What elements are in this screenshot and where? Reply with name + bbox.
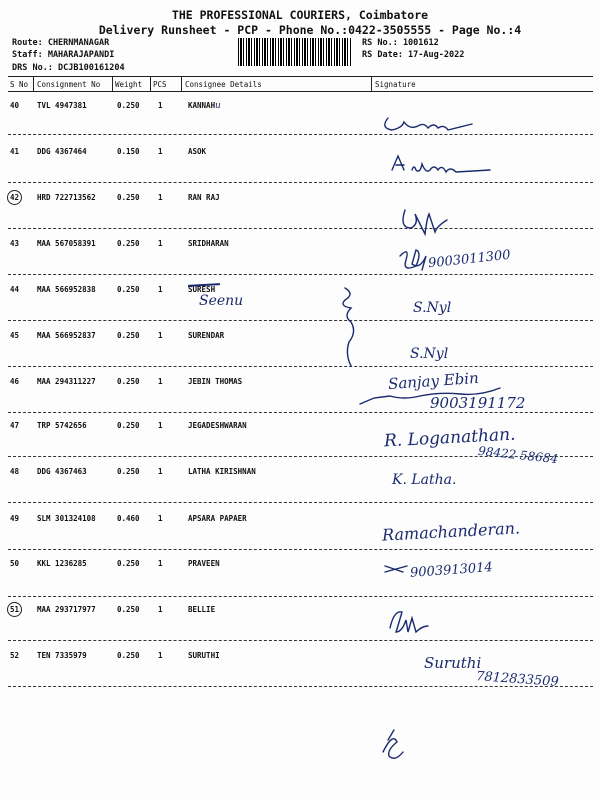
handwritten-phone: 9003011300 — [427, 247, 512, 272]
signature-scribble — [392, 156, 490, 172]
row-sno: 43 — [10, 239, 20, 248]
row-sno: 44 — [10, 285, 20, 294]
handwritten-signature-initial: Suruthi — [424, 654, 482, 672]
handwritten-phone: 9003191172 — [430, 394, 526, 412]
col-consignment: Consignment No — [37, 80, 101, 89]
row-sno: 52 — [10, 651, 20, 660]
col-pcs: PCS — [153, 80, 167, 89]
row-pcs: 1 — [158, 605, 163, 614]
row-consignment: TRP 5742656 — [37, 421, 87, 430]
row-weight: 0.250 — [117, 101, 140, 110]
signature-scribble — [385, 118, 472, 130]
header-bottom-border — [8, 91, 593, 92]
handwritten-signature: K. Latha. — [392, 472, 457, 488]
row-sno: 48 — [10, 467, 20, 476]
row-divider — [8, 228, 593, 229]
row-weight: 0.250 — [117, 285, 140, 294]
row-divider — [8, 134, 593, 135]
row-consignment: SLM 301324108 — [37, 514, 96, 523]
row-consignment: KKL 1236285 — [37, 559, 87, 568]
handwritten-signature: R. Loganathan. — [383, 424, 516, 452]
row-pcs: 1 — [158, 147, 163, 156]
row-consignment: HRD 722713562 — [37, 193, 96, 202]
runsheet-title: Delivery Runsheet - PCP - Phone No.:0422-3505555 - Page No.:4 — [98, 23, 522, 37]
col-divider — [371, 77, 372, 91]
row-divider — [8, 549, 593, 550]
row-sno: 45 — [10, 331, 20, 340]
row-consignee: ASOK — [188, 147, 207, 156]
row-consignee: SRIDHARAN — [188, 239, 229, 248]
signature-scribble — [390, 612, 428, 632]
row-pcs: 1 — [158, 377, 163, 386]
signature-scribble — [383, 730, 403, 758]
row-consignee: KANNAH — [188, 101, 216, 110]
handwritten-signature: S.Nyl — [413, 300, 452, 316]
col-divider — [181, 77, 182, 91]
handwritten-name: Seenu — [199, 293, 244, 309]
row-pcs: 1 — [158, 193, 163, 202]
row-consignment: MAA 293717977 — [37, 605, 96, 614]
row-divider — [8, 640, 593, 641]
row-weight: 0.250 — [117, 605, 140, 614]
row-divider — [8, 320, 593, 321]
row-pcs: 1 — [158, 101, 163, 110]
row-consignment: MAA 566952838 — [37, 285, 96, 294]
handwritten-signature: S.Nyl — [410, 346, 449, 362]
row-weight: 0.250 — [117, 331, 140, 340]
row-pcs: 1 — [158, 514, 163, 523]
row-divider — [8, 596, 593, 597]
row-sno: 50 — [10, 559, 20, 568]
row-consignee: SURUTHI — [188, 651, 220, 660]
consignee-suffix: u — [215, 101, 221, 111]
route-label: Route: CHERNMANAGAR — [12, 38, 110, 48]
row-sno: 42 — [10, 193, 20, 202]
row-weight: 0.250 — [117, 193, 140, 202]
row-consignment: MAA 567058391 — [37, 239, 96, 248]
signature-scribble — [403, 210, 447, 234]
handwritten-phone: 7812833509 — [475, 669, 560, 690]
col-divider — [33, 77, 34, 91]
handwritten-phone: 98422 58684 — [477, 443, 559, 467]
row-consignee: JEGADESHWARAN — [188, 421, 247, 430]
row-sno: 49 — [10, 514, 20, 523]
rs-date: RS Date: 17-Aug-2022 — [362, 50, 465, 60]
row-consignment: MAA 294311227 — [37, 377, 96, 386]
row-pcs: 1 — [158, 651, 163, 660]
row-consignment: TVL 4947381 — [37, 101, 87, 110]
row-pcs: 1 — [158, 559, 163, 568]
row-divider — [8, 502, 593, 503]
row-weight: 0.460 — [117, 514, 140, 523]
col-sno: S No — [10, 80, 29, 89]
col-weight: Weight — [115, 80, 143, 89]
col-divider — [112, 77, 113, 91]
row-pcs: 1 — [158, 239, 163, 248]
staff-label: Staff: MAHARAJAPANDI — [12, 50, 115, 60]
row-sno: 51 — [10, 605, 20, 614]
handwritten-signature: Ramachanderan. — [381, 518, 521, 545]
row-consignee: SURESH — [188, 285, 216, 294]
row-weight: 0.250 — [117, 559, 140, 568]
row-weight: 0.250 — [117, 239, 140, 248]
row-consignee: LATHA KIRISHNAN — [188, 467, 256, 476]
col-consignee: Consignee Details — [185, 80, 262, 89]
row-consignee: PRAVEEN — [188, 559, 220, 568]
row-consignee: JEBIN THOMAS — [188, 377, 243, 386]
row-weight: 0.250 — [117, 651, 140, 660]
handwritten-signature: Sanjay Ebin — [387, 368, 480, 394]
drs-label: DRS No.: DCJB100161204 — [12, 63, 125, 73]
barcode — [238, 38, 352, 66]
row-consignment: DDG 4367463 — [37, 467, 87, 476]
row-sno: 40 — [10, 101, 20, 110]
row-weight: 0.250 — [117, 467, 140, 476]
table-top-border — [8, 76, 593, 77]
signature-scribble — [400, 250, 426, 270]
row-sno: 46 — [10, 377, 20, 386]
row-consignee: RAN RAJ — [188, 193, 220, 202]
row-divider — [8, 412, 593, 413]
row-sno: 41 — [10, 147, 20, 156]
row-pcs: 1 — [158, 285, 163, 294]
col-divider — [150, 77, 151, 91]
row-divider — [8, 366, 593, 367]
row-divider — [8, 182, 593, 183]
handwritten-phone: 9003913014 — [409, 560, 494, 581]
row-consignee: SURENDAR — [188, 331, 225, 340]
company-title: THE PROFESSIONAL COURIERS, Coimbatore — [171, 8, 429, 22]
row-consignee: APSARA PAPAER — [188, 514, 247, 523]
row-pcs: 1 — [158, 467, 163, 476]
row-consignment: MAA 566952837 — [37, 331, 96, 340]
row-pcs: 1 — [158, 331, 163, 340]
row-pcs: 1 — [158, 421, 163, 430]
row-consignment: DDG 4367464 — [37, 147, 87, 156]
strike-mark — [385, 566, 407, 572]
rs-number: RS No.: 1001612 — [362, 38, 439, 48]
bracket-mark — [343, 288, 354, 366]
row-weight: 0.250 — [117, 377, 140, 386]
row-consignee: BELLIE — [188, 605, 216, 614]
row-consignment: TEN 7335979 — [37, 651, 87, 660]
row-weight: 0.250 — [117, 421, 140, 430]
row-weight: 0.150 — [117, 147, 140, 156]
col-signature: Signature — [375, 80, 416, 89]
row-divider — [8, 274, 593, 275]
row-sno: 47 — [10, 421, 20, 430]
